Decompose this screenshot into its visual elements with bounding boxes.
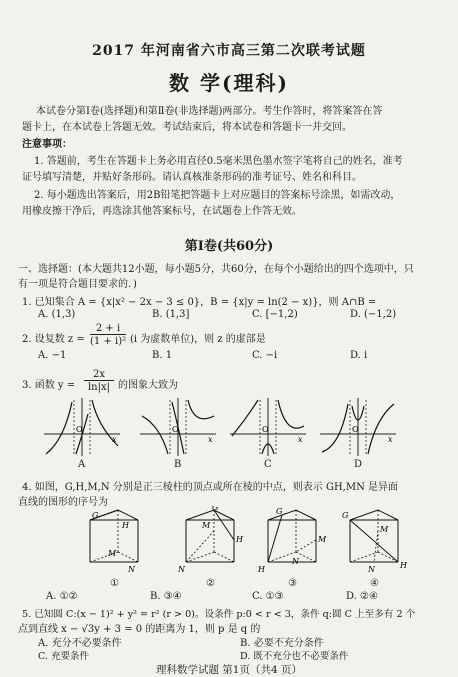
notice-item-1-line-2: 证号填写清楚，并贴好条形码。请认真核准条形码的准考证号、姓名和科目。 <box>22 172 362 183</box>
subject-title: 数 学(理科) <box>169 71 289 95</box>
q4-option-a: A. ①② <box>46 591 78 602</box>
q3-fraction-numerator: 2x <box>84 369 114 381</box>
q4-fig4-label-m: M <box>380 525 389 534</box>
q4-fig1-label-m: M <box>108 549 117 558</box>
instructions-line-1: 一、选择题：(本大题共12小题，每小题5分，共60分，在每个小题给出的四个选项中，只 <box>18 264 414 275</box>
q2-stem-pre: 2. 设复数 z = <box>22 334 85 345</box>
q2-option-c: C. −i <box>252 350 278 361</box>
q4-option-c: C. ①③ <box>252 591 284 602</box>
q4-fig-label-3: ③ <box>288 578 297 589</box>
q5-option-c: C. 充要条件 <box>38 651 89 662</box>
q2-fraction-numerator: 2 + i <box>90 323 126 335</box>
q4-fig3-label-g: G <box>276 507 283 516</box>
instructions-line-2: 有一项是符合题目要求的．) <box>18 279 137 290</box>
q4-fig2-label-n: N <box>178 565 185 574</box>
q4-fig3-label-m: M <box>318 535 327 544</box>
page-footer: 理科数学试题 第1页（共4 页） <box>155 664 303 676</box>
q5-option-b: B. 必要不充分条件 <box>240 638 324 649</box>
notice-item-1-line-1: 1. 答题前，考生在答题卡上务必用直径0.5毫米黑色墨水签字笔将自己的姓名，准考 <box>34 156 403 167</box>
q2-stem-post: (i 为虚数单位)，则 z 的虚部是 <box>130 334 266 345</box>
q4-option-d: D. ②④ <box>346 591 378 602</box>
q3-graph-d <box>318 396 398 458</box>
q4-prism-figure-2 <box>174 506 250 576</box>
q4-fig3-label-n: N <box>292 557 299 566</box>
q3-stem-post: 的图象大致为 <box>118 380 178 391</box>
q3-label-a: A <box>78 459 86 470</box>
q2-option-d: D. i <box>350 350 368 361</box>
q1-option-b: B. (1,3] <box>152 309 190 320</box>
q4-fig3-label-h: H <box>258 565 265 574</box>
svg-text:O: O <box>172 425 179 434</box>
q4-fig4-label-n: N <box>368 565 375 574</box>
svg-text:O: O <box>262 425 269 434</box>
q4-prism-figure-3 <box>256 506 332 576</box>
svg-text:x: x <box>112 435 117 444</box>
q3-label-d: D <box>354 459 363 470</box>
notice-item-2-line-2: 用橡皮擦干净后，再选涂其他答案标号，在试题卷上作答无效。 <box>22 206 302 217</box>
q4-fig2-label-g: G <box>212 506 219 512</box>
svg-text:O: O <box>352 425 359 434</box>
q4-fig-label-2: ② <box>206 578 215 589</box>
q3-label-c: C <box>264 459 272 470</box>
notice-item-2-line-1: 2. 每小题选出答案后，用2B铅笔把答题卡上对应题目的答案标号涂黑，如需改动， <box>34 190 401 201</box>
q3-stem-pre: 3. 函数 y = <box>22 380 76 391</box>
q2-option-a: A. −1 <box>38 350 67 361</box>
svg-text:x: x <box>298 435 303 444</box>
q4-fig-label-1: ① <box>110 578 119 589</box>
svg-text:x: x <box>208 435 213 444</box>
q1-option-c: C. [−1,2) <box>252 309 298 320</box>
q3-label-b: B <box>174 459 182 470</box>
intro-line-2: 题卡上，在本试卷上答题无效。考试结束后，将本试卷和答题卡一并交回。 <box>22 122 352 133</box>
q4-prism-figure-1 <box>78 506 154 576</box>
q4-fig4-label-g: G <box>342 511 349 520</box>
notice-heading: 注意事项： <box>22 139 72 150</box>
q2-fraction-denominator: (1 + i)² <box>90 336 127 347</box>
q3-graph-b <box>138 396 218 458</box>
q4-fig1-label-g: G <box>92 511 99 520</box>
part1-heading: 第Ⅰ卷(共60分) <box>184 239 274 254</box>
q2-option-b: B. 1 <box>152 350 173 361</box>
q3-graph-c <box>228 396 308 458</box>
q4-fig2-label-h: H <box>236 535 243 544</box>
q4-option-b: B. ③④ <box>150 591 182 602</box>
q4-prism-figure-4 <box>338 506 414 576</box>
q4-stem-line-1: 4. 如图，G,H,M,N 分别是正三棱柱的顶点或所在棱的中点，则表示 GH,MN 是异面 <box>22 482 399 493</box>
q1-option-a: A. (1,3) <box>38 309 76 320</box>
q4-fig-label-4: ④ <box>370 578 379 589</box>
q3-graph-a <box>42 396 122 458</box>
q5-option-d: D. 既不充分也不必要条件 <box>240 651 349 662</box>
q4-stem-line-2: 直线的图形的序号为 <box>18 497 108 508</box>
intro-line-1: 本试卷分第Ⅰ卷(选择题)和第Ⅱ卷(非选择题)两部分。考生作答时，将答案答在答 <box>36 106 383 117</box>
q4-fig4-label-h: H <box>400 561 407 570</box>
q5-option-a: A. 充分不必要条件 <box>38 638 122 649</box>
q5-stem-line-2: 点到直线 x − √3y + 3 = 0 的距离为 1，则 p 是 q 的 <box>18 624 261 635</box>
q1-option-d: D. (−1,2) <box>350 309 397 320</box>
exam-title: 2017 年河南省六市高三第二次联考试题 <box>92 43 366 59</box>
q4-fig1-label-h: H <box>122 521 129 530</box>
q3-fraction-denominator: ln|x| <box>87 382 111 393</box>
q1-stem: 1. 已知集合 A = {x|x² − 2x − 3 ≤ 0}，B = {x|y = ln(2 − x)}，则 A∩B = <box>22 297 377 308</box>
svg-text:x: x <box>388 435 393 444</box>
svg-text:O: O <box>76 425 83 434</box>
q5-stem-line-1: 5. 已知圆 C:(x − 1)² + y² = r² (r > 0)。设条件 p:0 < r < 3，条件 q:圆 C 上至多有 2 个 <box>22 609 416 620</box>
q4-fig1-label-n: N <box>128 565 135 574</box>
q4-fig2-label-m: M <box>202 521 211 530</box>
